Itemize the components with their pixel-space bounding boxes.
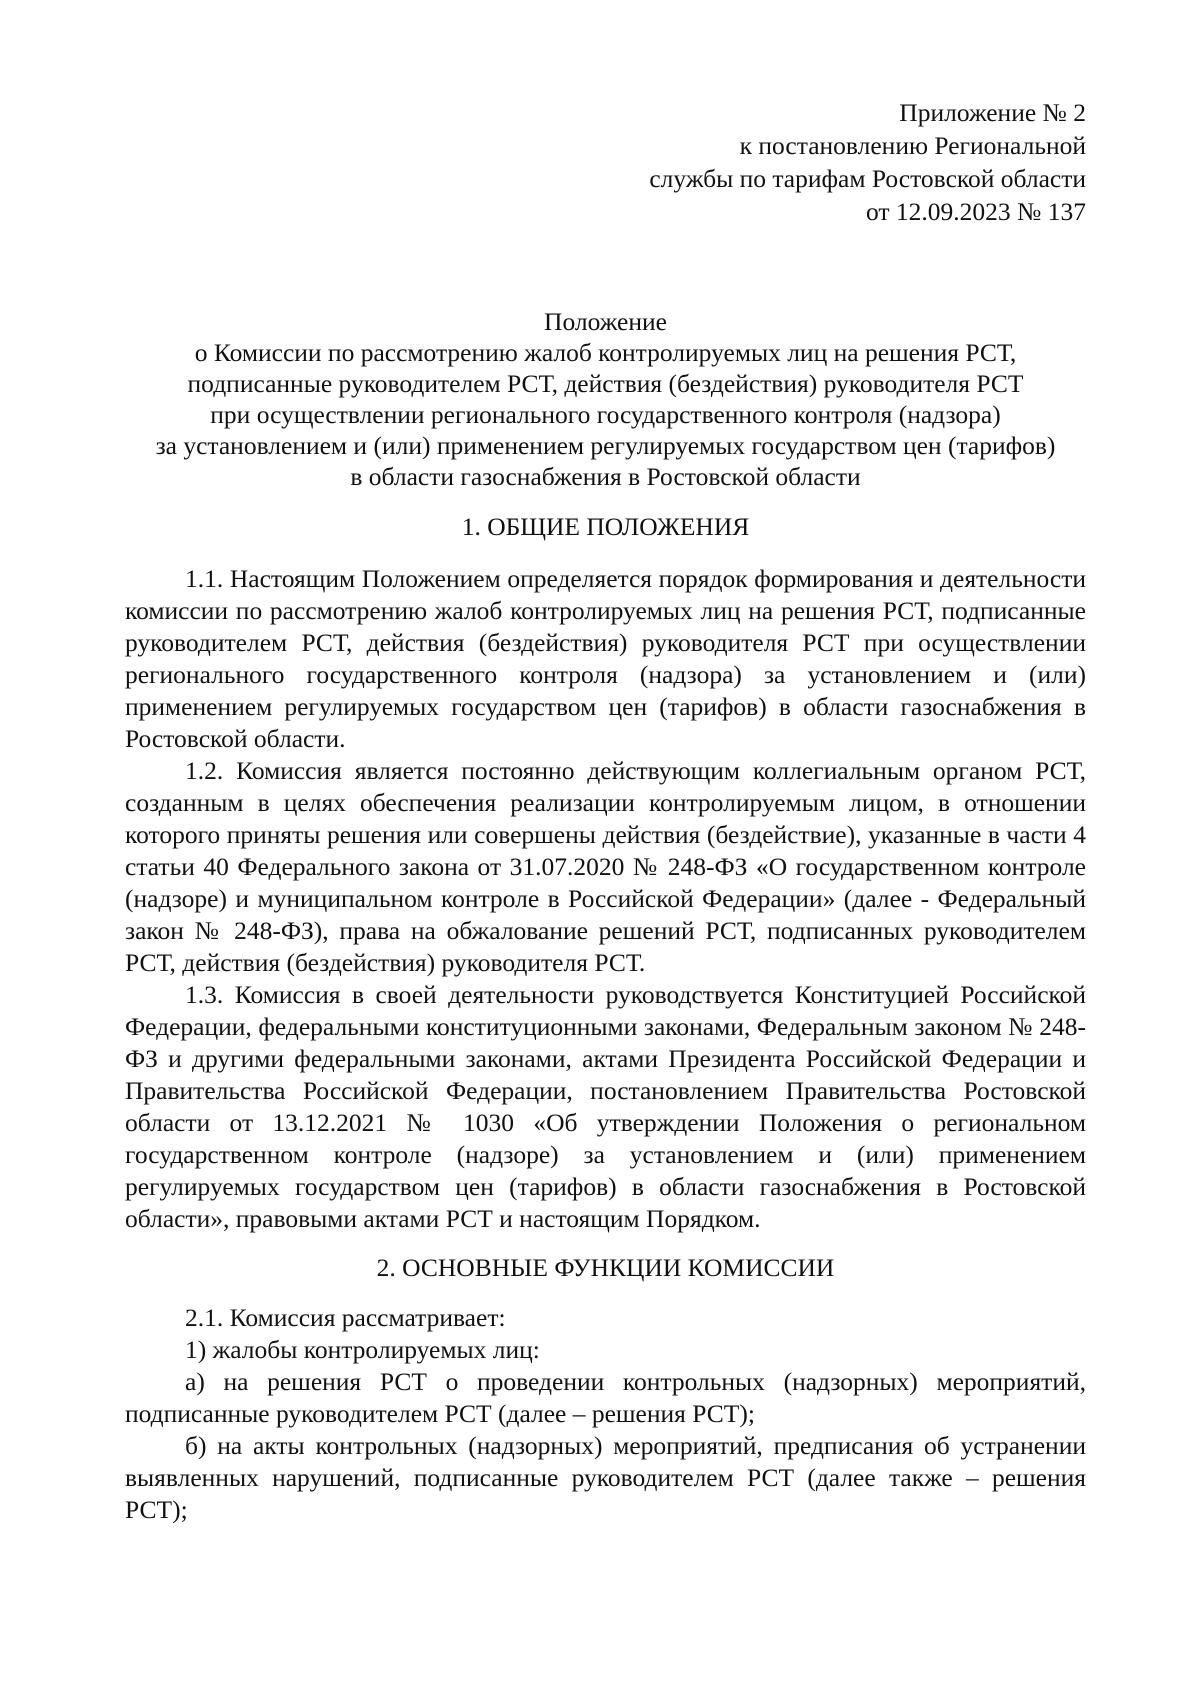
title-line: за установлением и (или) применением регулируемых государством цен (тарифов) — [155, 431, 1056, 460]
document-title — [125, 306, 1086, 492]
title-line: подписанные руководителем РСТ, действия (бездействия) руководителя РСТ — [187, 369, 1024, 398]
annex-line: Приложение № 2 — [899, 98, 1086, 127]
paragraph-2-1-1-a: а) на решения РСТ о проведении контрольных (надзорных) мероприятий, подписанные руководителем РСТ (далее – решения РСТ); — [125, 1367, 1086, 1428]
title-line: о Комиссии по рассмотрению жалоб контролируемых лиц на решения РСТ, — [194, 338, 1017, 367]
section-heading-functions: 2. ОСНОВНЫЕ ФУНКЦИИ КОМИССИИ — [376, 1253, 835, 1282]
paragraph-1-3: 1.3. Комиссия в своей деятельности руководствуется Конституцией Российской Федерации, федеральными конституционными законами, Федеральным законом № 248-ФЗ и другими федеральными законами, актами Президента Российской Федерации и Правительства Российской Федерации, постановлением Правительства Ростовской области от 13.12.2021 № 1030 «Об утверждении Положения о региональном государственном контроле (надзоре) за установлением и (или) применением регулируемых государством цен (тарифов) в области газоснабжения в Ростовской области», правовыми актами РСТ и настоящим Порядком. — [125, 980, 1086, 1233]
title-line: Положение — [544, 307, 667, 336]
annex-line: от 12.09.2023 № 137 — [865, 197, 1086, 226]
title-line: в области газоснабжения в Ростовской области — [350, 462, 861, 491]
paragraph-2-1-1-b: б) на акты контрольных (надзорных) мероприятий, предписания об устранении выявленных нарушений, подписанные руководителем РСТ (далее также – решения РСТ); — [125, 1431, 1086, 1524]
title-line: при осуществлении регионального государственного контроля (надзора) — [210, 400, 1001, 429]
annex-block — [125, 96, 1086, 228]
paragraph-1-2: 1.2. Комиссия является постоянно действующим коллегиальным органом РСТ, созданным в целях обеспечения реализации контролируемым лицом, в отношении которого приняты решения или совершены действия (бездействие), указанные в части 4 статьи 40 Федерального закона от 31.07.2020 № 248-ФЗ «О государственном контроле (надзоре) и муниципальном контроле в Российской Федерации» (далее - Федеральный закон № 248-ФЗ), права на обжалование решений РСТ, подписанных руководителем РСТ, действия (бездействия) руководителя РСТ. — [125, 756, 1086, 977]
annex-line: службы по тарифам Ростовской области — [649, 164, 1086, 193]
section-heading-general: 1. ОБЩИЕ ПОЛОЖЕНИЯ — [461, 512, 750, 541]
paragraph-2-1: 2.1. Комиссия рассматривает: — [185, 1303, 506, 1332]
paragraph-2-1-1: 1) жалобы контролируемых лиц: — [185, 1335, 540, 1364]
paragraph-1-1: 1.1. Настоящим Положением определяется порядок формирования и деятельности комиссии по рассмотрению жалоб контролируемых лиц на решения РСТ, подписанные руководителем РСТ, действия (бездействия) руководителя РСТ при осуществлении регионального государственного контроля (надзора) за установлением и (или) применением регулируемых государством цен (тарифов) в области газоснабжения в Ростовской области. — [125, 564, 1086, 753]
annex-line: к постановлению Региональной — [739, 131, 1086, 160]
